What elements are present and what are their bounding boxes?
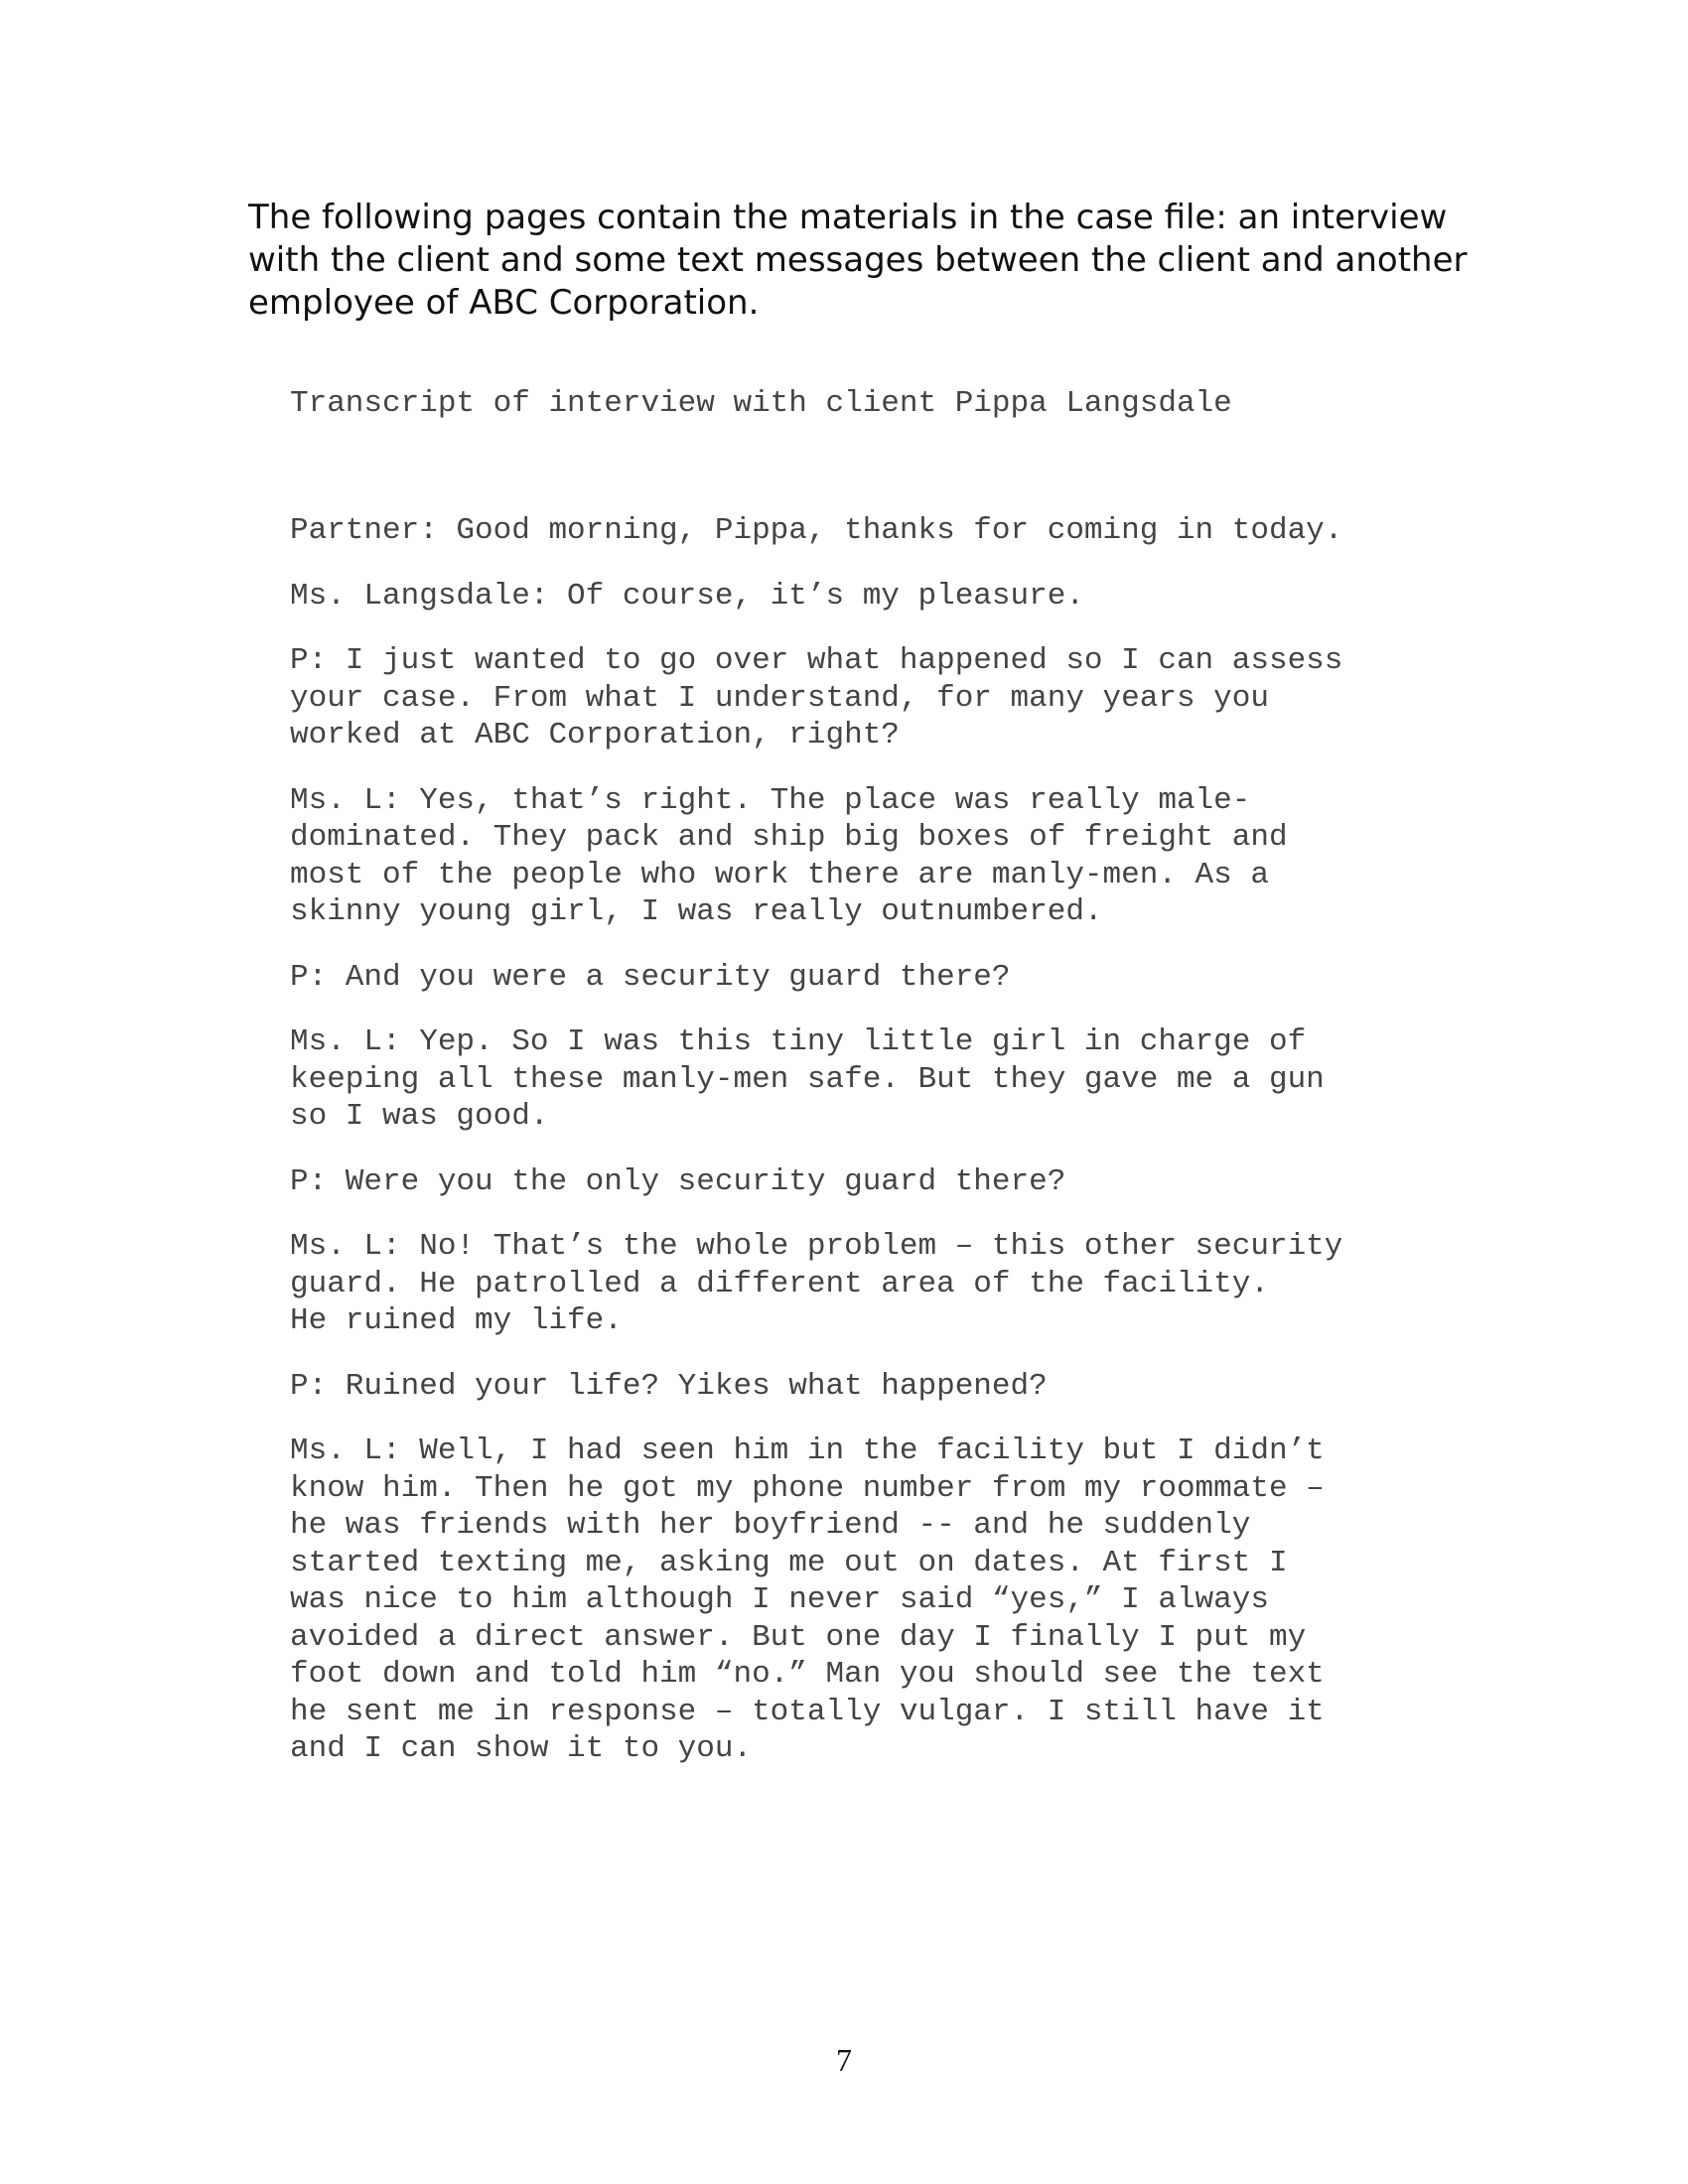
intro-paragraph: The following pages contain the materials in the case file: an interview with the client and some text messages between the client and another employee of ABC Corporation. (248, 198, 1468, 323)
dialogue-turn: P: I just wanted to go over what happened so I can assess your case. From what I understand, for many years you worked at ABC Corporation, right? (290, 643, 1343, 752)
dialogue-turn: Partner: Good morning, Pippa, thanks for coming in today. (290, 513, 1343, 548)
dialogue-turn: Ms. L: No! That’s the whole problem – this other security guard. He patrolled a different area of the facility. He ruined my life. (290, 1229, 1343, 1338)
dialogue-turn: Ms. L: Yes, that’s right. The place was really male- dominated. They pack and ship big boxes of freight and most of the people who work there are manly-men. As a skinny young girl, I was really outnumbered. (290, 782, 1288, 929)
transcript-title: Transcript of interview with client Pippa Langsdale (290, 386, 1232, 421)
dialogue-turn: Ms. Langsdale: Of course, it’s my pleasure. (290, 578, 1084, 614)
dialogue-turn: Ms. L: Yep. So I was this tiny little girl in charge of keeping all these manly-men safe. But they gave me a gun so I was good. (290, 1024, 1325, 1134)
dialogue-turn: Ms. L: Well, I had seen him in the facility but I didn’t know him. Then he got my phone number from my roommate – he was friends with her boyfriend -- and he suddenly started texting me, asking me out on dates. At first I was nice to him although I never said “yes,” I always avoided a direct answer. But one day I finally I put my foot down and told him “no.” Man you should see the text he sent me in response – totally vulgar. I still have it and I can show it to you. (290, 1433, 1325, 1766)
page-number: 7 (836, 2042, 852, 2078)
dialogue-turn: P: Were you the only security guard there? (290, 1163, 1066, 1199)
dialogue-turn: P: And you were a security guard there? (290, 959, 1011, 995)
interview-transcript (290, 512, 1481, 1796)
dialogue-turn: P: Ruined your life? Yikes what happened? (290, 1368, 1048, 1404)
